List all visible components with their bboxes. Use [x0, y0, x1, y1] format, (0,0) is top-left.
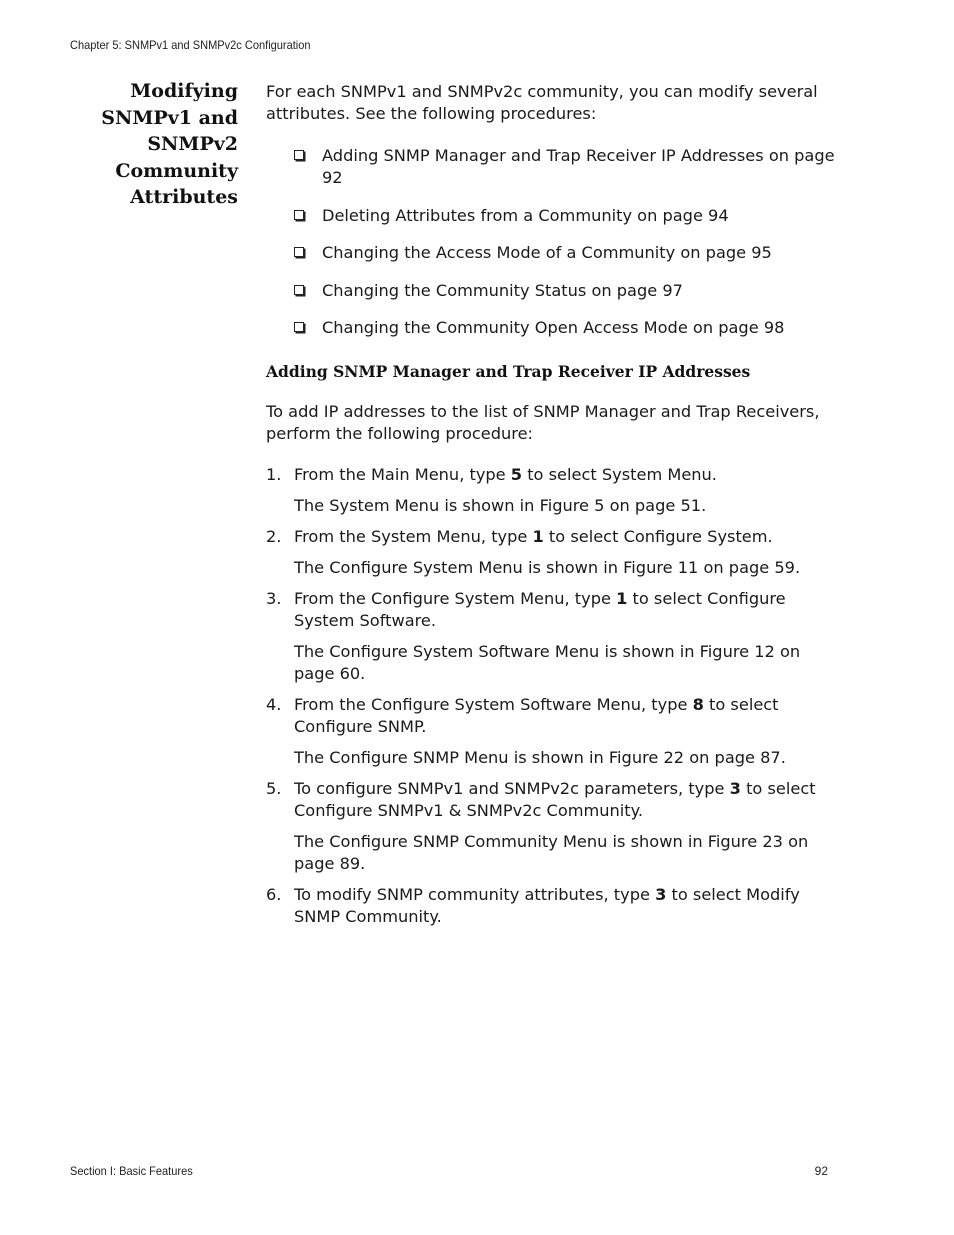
procedure-list: [266, 145, 836, 339]
step-text: From the System Menu, type 1 to select Configure System.: [294, 527, 773, 546]
checkbox-bullet-icon: [294, 322, 304, 332]
step-text: From the Configure System Software Menu, type 8 to select Configure SNMP.: [294, 695, 779, 736]
step-text: From the Main Menu, type 5 to select System Menu.: [294, 465, 717, 484]
step-note: The Configure System Software Menu is shown in Figure 12 on page 60.: [294, 642, 801, 683]
procedure-item-text: Changing the Community Open Access Mode on page 98: [322, 318, 785, 337]
procedure-item: [294, 205, 836, 227]
procedure-item-text: Deleting Attributes from a Community on page 94: [322, 205, 729, 225]
step-item: [266, 778, 836, 875]
step-key: 5: [510, 465, 523, 484]
step-item: [266, 464, 836, 517]
step-number: 1.: [266, 465, 282, 484]
step-key: 3: [655, 885, 667, 904]
section-heading-line: Community: [115, 159, 238, 182]
checkbox-bullet-icon: [294, 210, 304, 220]
subsection-title: Adding SNMP Manager and Trap Receiver IP Addresses: [266, 362, 751, 381]
procedure-item-text: Changing the Access Mode of a Community on page 95: [322, 243, 772, 262]
step-number: 6.: [266, 885, 282, 904]
body-column: [266, 81, 836, 937]
step-note: The Configure System Menu is shown in Figure 11 on page 59.: [294, 558, 801, 577]
footer-section-label: Section I: Basic Features: [70, 1164, 193, 1178]
step-text: From the Configure System Menu, type 1 to select Configure System Software.: [294, 589, 786, 630]
step-note: The Configure SNMP Community Menu is shown in Figure 23 on page 89.: [294, 832, 809, 873]
section-heading-line: SNMPv2: [147, 133, 238, 155]
subsection-intro: To add IP addresses to the list of SNMP Manager and Trap Receivers, perform the following procedure:: [266, 402, 820, 443]
procedure-item-text: Changing the Community Status on page 97: [322, 280, 683, 300]
step-key: 8: [692, 695, 704, 714]
step-list: [266, 464, 836, 928]
section-heading-line: SNMPv1 and: [101, 106, 238, 129]
step-item: [266, 526, 836, 579]
checkbox-bullet-icon: [294, 247, 304, 257]
procedure-item: [294, 242, 836, 264]
step-number: 5.: [266, 779, 282, 798]
checkbox-bullet-icon: [294, 285, 304, 295]
step-number: 4.: [266, 695, 282, 714]
section-heading-line: Attributes: [130, 186, 238, 208]
step-note: The Configure SNMP Menu is shown in Figure 22 on page 87.: [294, 748, 786, 767]
section-heading-line: Modifying: [130, 80, 238, 102]
step-number: 2.: [266, 527, 282, 546]
procedure-item: [294, 145, 836, 189]
procedure-item: [294, 317, 836, 339]
section-intro: For each SNMPv1 and SNMPv2c community, you can modify several attributes. See the following procedures:: [266, 82, 818, 123]
step-item: [266, 588, 836, 685]
step-key: 1: [616, 589, 628, 608]
step-text: To configure SNMPv1 and SNMPv2c parameters, type 3 to select Configure SNMPv1 & SNMPv2c Community.: [294, 779, 816, 820]
section-heading: [90, 78, 238, 211]
checkbox-bullet-icon: [294, 150, 304, 160]
step-note: The System Menu is shown in Figure 5 on page 51.: [294, 496, 707, 515]
step-item: [266, 694, 836, 769]
step-key: 1: [532, 527, 544, 546]
running-head: Chapter 5: SNMPv1 and SNMPv2c Configuration: [70, 38, 311, 52]
procedure-item-text: Adding SNMP Manager and Trap Receiver IP Addresses on page 92: [322, 146, 835, 187]
step-item: [266, 884, 836, 928]
procedure-item: [294, 280, 836, 302]
step-key: 3: [729, 779, 741, 798]
step-number: 3.: [266, 589, 282, 608]
footer-page-number: 92: [814, 1164, 828, 1178]
step-text: To modify SNMP community attributes, type 3 to select Modify SNMP Community.: [294, 885, 800, 926]
